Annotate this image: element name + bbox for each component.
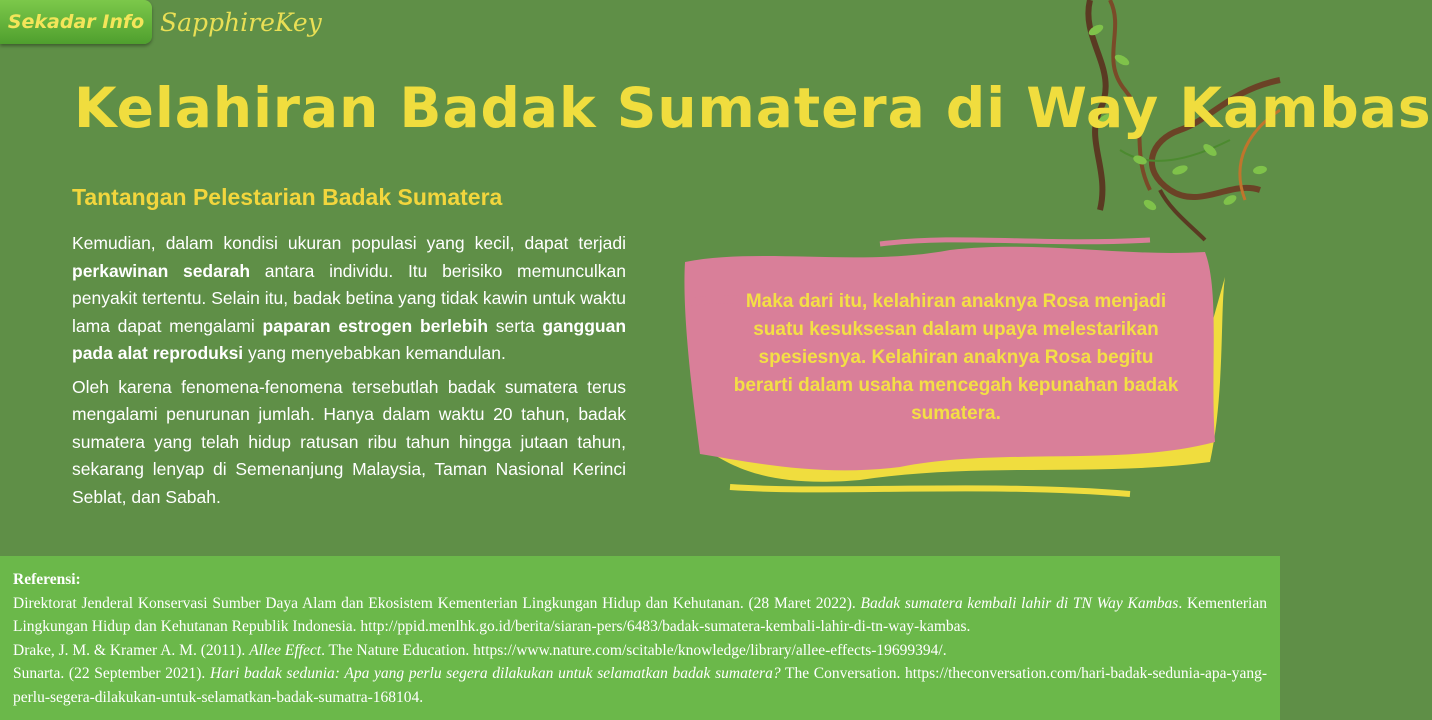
ref-title: Allee Effect (249, 641, 322, 659)
page-title: Kelahiran Badak Sumatera di Way Kambas (74, 76, 1432, 140)
p1-text-1: Kemudian, dalam kondisi ukuran populasi yang kecil, dapat terjadi (72, 233, 626, 253)
ref-text: Direktorat Jenderal Konservasi Sumber Daya Alam dan Ekosistem Kementerian Lingkungan Hidup dan Kehutanan. (28 Maret 2022). (13, 594, 861, 612)
p1-text-3: serta (488, 315, 543, 336)
p1-bold-2: paparan estrogen berlebih (262, 315, 489, 336)
ref-source: . The Nature Education. https://www.nature.com/scitable/knowledge/library/allee-effects-19699394/. (321, 641, 947, 659)
sekadar-info-tag (0, 0, 152, 44)
reference-item (13, 639, 1267, 663)
reference-item (13, 662, 1267, 709)
p1-bold-3: gangguan pada alat reproduksi (72, 315, 627, 363)
p1-text-4: yang menyebabkan kemandulan. (243, 343, 506, 363)
ref-title: Badak sumatera kembali lahir di TN Way Kambas (860, 594, 1179, 612)
brand-logo: SapphireKey (160, 7, 322, 37)
ref-source: . Kementerian Lingkungan Hidup dan Kehutanan Republik Indonesia. http://ppid.menlhk.go.id/berita/siaran-pers/6483/badak-sumatera-kembali-lahir-di-tn-way-kambas. (13, 594, 1267, 635)
p1-text-2: antara individu. Itu berisiko memunculkan penyakit tertentu. Selain itu, badak betina yang tidak kawin untuk waktu lama dapat mengalami (72, 260, 626, 336)
ref-text: Sunarta. (22 September 2021). (13, 665, 210, 682)
tag-label: Sekadar Info (7, 11, 145, 33)
section-subtitle: Tantangan Pelestarian Badak Sumatera (72, 184, 503, 210)
reference-item (13, 592, 1267, 639)
ref-title: Hari badak sedunia: Apa yang perlu segera dilakukan untuk selamatkan badak sumatera? (210, 665, 781, 682)
section-body (72, 230, 626, 517)
callout-box (680, 232, 1240, 502)
paragraph-1 (72, 230, 626, 368)
references-section (0, 556, 1280, 720)
p1-bold-1: perkawinan sedarah (72, 260, 251, 281)
callout-text: Maka dari itu, kelahiran anaknya Rosa menjadi suatu kesuksesan dalam upaya melestarikan spesiesnya. Kelahiran anaknya Rosa begitu berarti dalam usaha mencegah kepunahan badak sumatera. (733, 291, 1179, 424)
ref-text: Drake, J. M. & Kramer A. M. (2011). (13, 641, 250, 659)
ref-source: The Conversation. https://theconversation.com/hari-badak-sedunia-apa-yang-perlu-segera-dilakukan-untuk-selamatkan-badak-sumatra-168104. (13, 665, 1267, 706)
references-heading: Referensi: (13, 571, 81, 588)
paragraph-2: Oleh karena fenomena-fenomena tersebutlah badak sumatera terus mengalami penurunan jumlah. Hanya dalam waktu 20 tahun, badak sumatera yang telah hidup ratusan ribu tahun hingga jutaan tahun, sekarang lenyap di Semenanjung Malaysia, Taman Nasional Kerinci Seblat, dan Sabah. (72, 376, 626, 507)
